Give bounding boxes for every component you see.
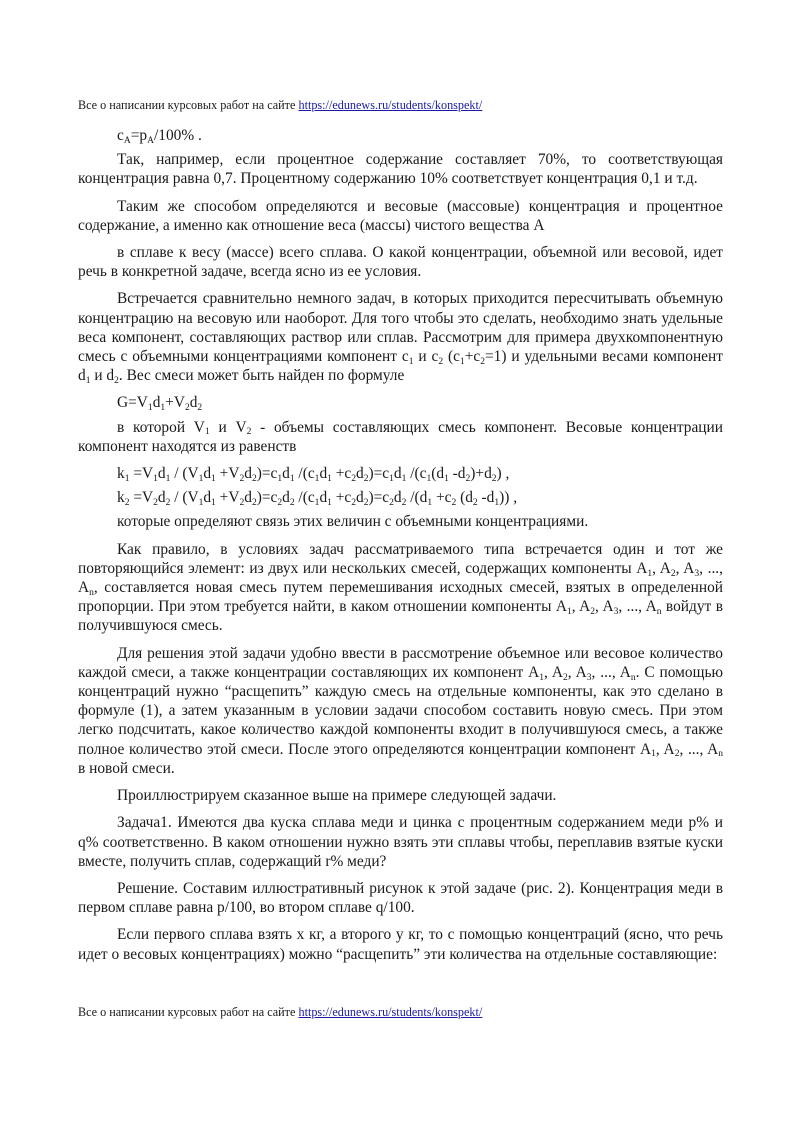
formula-k1: $k_1 =V_1d_1 / (V_1d_1 +V_2d_2)=c_1d_1$ $/(c_1d_1 +c_2d_2)=c_1d_1$ $/(c_1(d_1$ $-d_2)+d_2$) , bbox=[117, 465, 510, 484]
paragraph: Если первого сплава взять x кг, а второго y кг, то с помощью концентраций (ясно, что речь идет о весовых концентрациях) можно “расщепить” эти количества на отдельные составляющие: bbox=[78, 926, 723, 963]
paragraph: Так, например, если процентное содержание составляет 70%, то соответствующая концентрация равна 0,7. Процентному содержанию 10% соответствует концентрация 0,1 и т.д. bbox=[78, 151, 723, 188]
paragraph: Проиллюстрируем сказанное выше на примере следующей задачи. bbox=[117, 787, 557, 805]
page-header bbox=[78, 97, 482, 113]
paragraph: Как правило, в условиях задач рассматриваемого типа встречается один и тот же повторяющийся элемент: из двух или нескольких смесей, содержащих компоненты $A_1$, $A_2$, $A_3$, ..., $A_n$, составляется новая смесь путем перемешивания исходных смесей, взятых в определенной пропорции. При этом требуется найти, в каком отношении компоненты $A_1$, $A_2$, $A_3$, ..., $A_n$ войдут в получившуюся смесь. bbox=[78, 540, 723, 635]
paragraph: в которой $V_1$ и $V_2$ - объемы составляющих смесь компонент. Весовые концентрации компонент находятся из равенств bbox=[78, 418, 724, 455]
paragraph: Таким же способом определяются и весовые (массовые) концентрация и процентное содержание, а именно как отношение веса (массы) чистого вещества А bbox=[78, 197, 723, 234]
paragraph: в сплаве к весу (массе) всего сплава. О какой концентрации, объемной или весовой, идет речь в конкретной задаче, всегда ясно из ее условия. bbox=[78, 244, 723, 281]
formula-k2: $k_2 =V_2d_2 / (V_1d_1 +V_2d_2)=c_2d_2$ $/(c_1d_1 +c_2d_2)=c_2d_2$ $/(d_1 +c_2$ ($d_2$ $-d_1$)) , bbox=[117, 489, 518, 508]
header-link[interactable]: https://edunews.ru/students/konspekt/ bbox=[298, 98, 483, 112]
paragraph: Решение. Составим иллюстративный рисунок к этой задаче (рис. 2). Концентрация меди в первом сплаве равна p/100, во втором сплаве q/100. bbox=[78, 879, 723, 917]
footer-text: Все о написании курсовых работ на сайте bbox=[78, 1005, 296, 1019]
formula-concentration: $c_A=p_A/100\%$ . bbox=[117, 127, 202, 146]
paragraph: Встречается сравнительно немного задач, в которых приходится пересчитывать объемную концентрацию на весовую или наоборот. Для того чтобы это сделать, необходимо знать удельные веса компонент, составляющих раствор или сплав. Рассмотрим для примера двухкомпонентную смесь с объемными концентрациями компонент $c_1$ и $c_2$ $(c_1+c_2=1)$ и удельными весами компонент $d_1$ и $d_2$. Вес смеси может быть найден по формуле bbox=[78, 290, 723, 386]
document-body bbox=[78, 126, 723, 972]
paragraph: которые определяют связь этих величин с объемными концентрациями. bbox=[117, 513, 589, 531]
formula-weight: $G=V_1d_1+V_2d_2$ bbox=[117, 394, 203, 414]
paragraph: Задача1. Имеются два куска сплава меди и цинка с процентным содержанием меди p% и q% соответственно. В каком отношении нужно взять эти сплавы чтобы, переплавив взятые куски вместе, получить сплав, содержащий r% меди? bbox=[78, 814, 723, 870]
page-footer bbox=[78, 1004, 482, 1020]
header-text: Все о написании курсовых работ на сайте bbox=[78, 98, 296, 112]
footer-link[interactable]: https://edunews.ru/students/konspekt/ bbox=[298, 1005, 483, 1019]
paragraph: Для решения этой задачи удобно ввести в рассмотрение объемное или весовое количество каждой смеси, а также концентрации составляющих их компонент $A_1$, $A_2$, $A_3$, ..., $A_n$. С помощью концентраций нужно “расщепить” каждую смесь на отдельные компоненты, как это сделано в формуле (1), а затем указанным в условии задачи способом составить новую смесь. При этом легко подсчитать, какое количество каждой компоненты входит в получившуюся смесь, а также полное количество этой смеси. После этого определяются концентрации компонент $A_1$, $A_2$, ..., $A_n$ в новой смеси. bbox=[78, 644, 724, 777]
